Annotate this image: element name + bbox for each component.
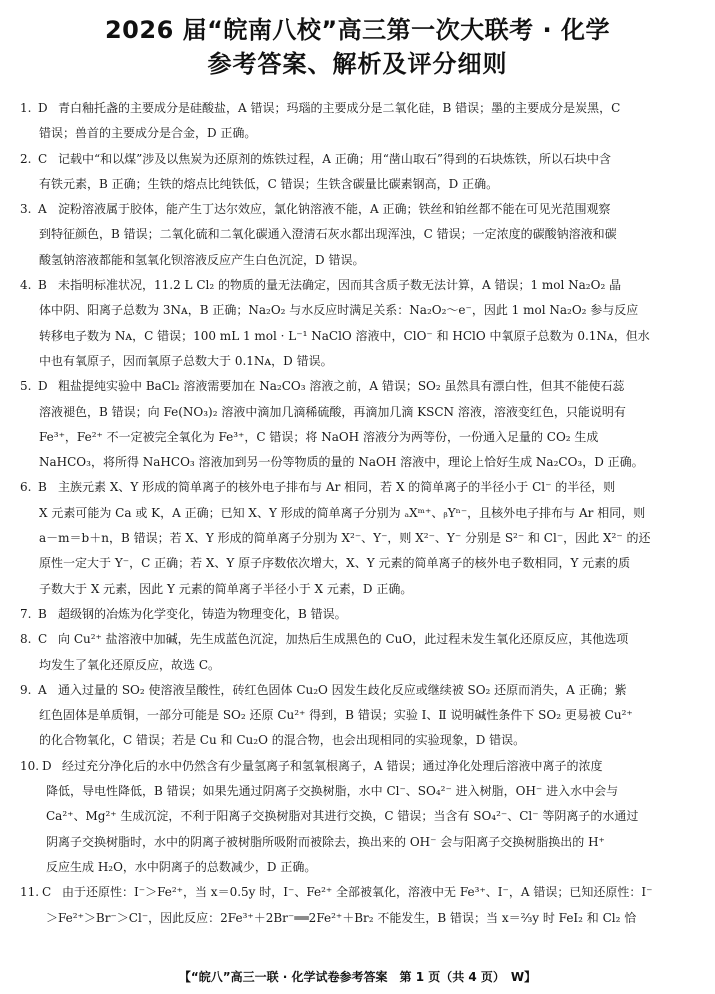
answer-line [20,450,696,475]
answer-item [20,754,696,880]
answer-line [20,349,696,374]
answer-line [20,526,696,551]
explanation-text: 中也有氧原子，因而氧原子总数大于 0.1Nᴀ，D 错误。 [39,353,333,368]
explanation-text: 溶液褪色，B 错误；向 Fe(NO₃)₂ 溶液中滴加几滴稀硫酸，再滴加几滴 KSCN 溶液，溶液变红色，只能说明有 [39,404,626,419]
answer-line [20,324,696,349]
answer-item [20,374,696,475]
explanation-text: 由于还原性：I⁻＞Fe²⁺，当 x＝0.5y 时，I⁻、Fe²⁺ 全部被氧化，溶液中无 Fe³⁺、I⁻，A 错误；已知还原性：I⁻ [62,885,653,900]
answer-item [20,96,696,147]
explanation-text: ＞Fe²⁺＞Br⁻＞Cl⁻，因此反应：2Fe³⁺＋2Br⁻══2Fe²⁺＋Br₂ 不能发生，B 错误；当 x＝²⁄₃y 时 FeI₂ 和 Cl₂ 恰 [46,910,637,925]
explanation-text: 阴离子交换树脂时，水中的阴离子被树脂所吸附而被除去，换出来的 OH⁻ 会与阳离子交换树脂换出的 H⁺ [46,834,605,849]
answer-line [20,551,696,576]
explanation-text: 经过充分净化后的水中仍然含有少量氢离子和氢氧根离子，A 错误；通过净化处理后溶液中离子的浓度 [62,758,603,773]
question-number: 7. [20,606,32,621]
explanation-text: 到特征颜色，B 错误；二氧化硫和二氧化碳通入澄清石灰水都出现浑浊，C 错误；一定浓度的碳酸钠溶液和碳 [39,227,617,242]
explanation-text: NaHCO₃，将所得 NaHCO₃ 溶液加到另一份等物质的量的 NaOH 溶液中，理论上恰好生成 Na₂CO₃，D 正确。 [39,455,644,470]
explanation-text: 体中阴、阳离子总数为 3Nᴀ，B 正确；Na₂O₂ 与水反应时满足关系：Na₂O₂～e⁻，因此 1 mol Na₂O₂ 参与反应 [39,303,639,318]
answer-item [20,602,696,627]
explanation-text: Ca²⁺、Mg²⁺ 生成沉淀，不利于阳离子交换树脂对其进行交换，C 错误；当含有 SO₄²⁻、Cl⁻ 等阴离子的水通过 [46,809,639,824]
answer-item [20,197,696,273]
explanation-text: 未指明标准状况，11.2 L Cl₂ 的物质的量无法确定，因而其含质子数无法计算，A 错误；1 mol Na₂O₂ 晶 [58,278,622,293]
answer-line [20,577,696,602]
answer-line [20,248,696,273]
answer-choice: A [38,202,47,217]
explanation-text: 的化合物氧化，C 错误；若是 Cu 和 Cu₂O 的混合物，也会出现相同的实验现象，D 错误。 [39,733,526,748]
answer-choice: B [38,480,47,495]
explanation-text: 酸氢钠溶液都能和氢氧化钡溶液反应产生白色沉淀，D 错误。 [39,252,365,267]
explanation-text: 错误；兽首的主要成分是合金，D 正确。 [39,126,257,141]
answer-line [20,804,696,829]
explanation-text: 反应生成 H₂O，水中阴离子的总数减少，D 正确。 [46,859,317,874]
explanation-text: 青白釉托盏的主要成分是硅酸盐，A 错误；玛瑙的主要成分是二氧化硅，B 错误；墨的主要成分是炭黑，C [58,101,621,115]
answer-line [20,754,696,779]
answer-line [20,147,696,172]
question-number: 10. [20,758,40,773]
answer-line [20,501,696,526]
explanation-text: 通入过量的 SO₂ 使溶液呈酸性，砖红色固体 Cu₂O 因发生歧化反应或继续被 SO₂ 还原而消失，A 正确；紫 [58,682,627,697]
answer-line [20,653,696,678]
explanation-text: Fe³⁺，Fe²⁺ 不一定被完全氧化为 Fe³⁺，C 错误；将 NaOH 溶液分为两等份，一份通入足量的 CO₂ 生成 [39,429,599,444]
answer-line [20,374,696,399]
explanation-text: 粗盐提纯实验中 BaCl₂ 溶液需要加在 Na₂CO₃ 溶液之前，A 错误；SO₂ 虽然具有漂白性，但其不能使石蕊 [58,379,625,394]
explanation-text: X 元素可能为 Ca 或 K，A 正确；已知 X、Y 形成的简单离子分别为 ₐXᵐ⁺、ᵦYⁿ⁻，且核外电子排布与 Ar 相同，则 [39,505,646,520]
answer-line [20,96,696,121]
answer-line [20,298,696,323]
explanation-text: 转移电子数为 Nᴀ，C 错误；100 mL 1 mol · L⁻¹ NaClO 溶液中，ClO⁻ 和 HClO 中氧原子总数为 0.1Nᴀ，但水 [39,328,650,343]
explanation-text: 原性一定大于 Y⁻，C 正确；若 X、Y 原子序数依次增大，X、Y 元素的简单离子的核外电子数相同，Y 元素的质 [39,556,631,571]
document-subtitle: 参考答案、解析及评分细则 [207,50,508,78]
answer-choice: C [38,151,48,166]
answer-line [20,830,696,855]
answer-item [20,880,696,931]
answer-line [20,678,696,703]
answer-list [20,96,696,931]
explanation-text: 子数大于 X 元素，因此 Y 元素的简单离子半径小于 X 元素，D 正确。 [39,581,413,596]
question-number: 4. [20,278,32,293]
answer-item [20,627,696,678]
answer-choice: D [42,758,52,773]
question-number: 6. [20,480,32,495]
answer-line [20,855,696,880]
answer-item [20,273,696,374]
answer-choice: D [38,379,48,394]
answer-line [20,906,696,931]
answer-choice: C [38,632,48,647]
question-number: 2. [20,151,32,166]
answer-item [20,678,696,754]
explanation-text: 红色固体是单质铜，一部分可能是 SO₂ 还原 Cu²⁺ 得到，B 错误；实验 Ⅰ、Ⅱ 说明碱性条件下 SO₂ 更易被 Cu²⁺ [39,708,633,723]
answer-item [20,147,696,198]
answer-line [20,627,696,652]
answer-line [20,172,696,197]
explanation-text: a－m＝b＋n，B 错误；若 X、Y 形成的简单离子分别为 X²⁻、Y⁻，则 X²⁻、Y⁻ 分别是 S²⁻ 和 Cl⁻，因此 X²⁻ 的还 [39,531,651,546]
answer-choice: C [42,885,52,900]
answer-choice: B [38,278,47,293]
explanation-text: 有铁元素，B 正确；生铁的熔点比纯铁低，C 错误；生铁含碳量比碳素钢高，D 正确。 [39,176,499,191]
answer-line [20,425,696,450]
explanation-text: 主族元素 X、Y 形成的简单离子的核外电子排布与 Ar 相同，若 X 的简单离子的半径小于 Cl⁻ 的半径，则 [58,480,616,495]
question-number: 5. [20,379,32,394]
answer-item [20,475,696,601]
answer-choice: A [38,682,47,697]
question-number: 3. [20,202,32,217]
explanation-text: 均发生了氧化还原反应，故选 C。 [39,657,220,672]
answer-line [20,779,696,804]
answer-line [20,728,696,753]
document-title: 2026 届“皖南八校”高三第一次大联考 · 化学 [104,16,611,44]
explanation-text: 降低，导电性降低，B 错误；如果先通过阴离子交换树脂，水中 Cl⁻、SO₄²⁻ 进入树脂，OH⁻ 进入水中会与 [46,784,619,799]
answer-choice: B [38,606,47,621]
question-number: 11. [20,885,40,900]
answer-line [20,197,696,222]
explanation-text: 超级钢的冶炼为化学变化，铸造为物理变化，B 错误。 [58,606,347,621]
answer-line [20,273,696,298]
question-number: 1. [20,101,32,115]
answer-line [20,880,696,905]
page-footer: 【“皖八”高三一联 · 化学试卷参考答案 第 1 页（共 4 页） W】 [178,970,537,984]
question-number: 8. [20,632,32,647]
answer-choice: D [38,101,48,115]
explanation-text: 记载中“和以煤”涉及以焦炭为还原剂的炼铁过程，A 正确；用“凿山取石”得到的石块炼铁，所以石块中含 [58,151,612,166]
answer-line [20,703,696,728]
explanation-text: 淀粉溶液属于胶体，能产生丁达尔效应，氯化钠溶液不能，A 正确；铁丝和铂丝都不能在可见光范围观察 [58,202,611,217]
explanation-text: 向 Cu²⁺ 盐溶液中加碱，先生成蓝色沉淀，加热后生成黑色的 CuO，此过程未发生氧化还原反应，其他选项 [58,632,629,647]
question-number: 9. [20,682,32,697]
answer-line [20,222,696,247]
answer-line [20,121,696,146]
answer-line [20,475,696,500]
answer-line [20,602,696,627]
answer-line [20,400,696,425]
